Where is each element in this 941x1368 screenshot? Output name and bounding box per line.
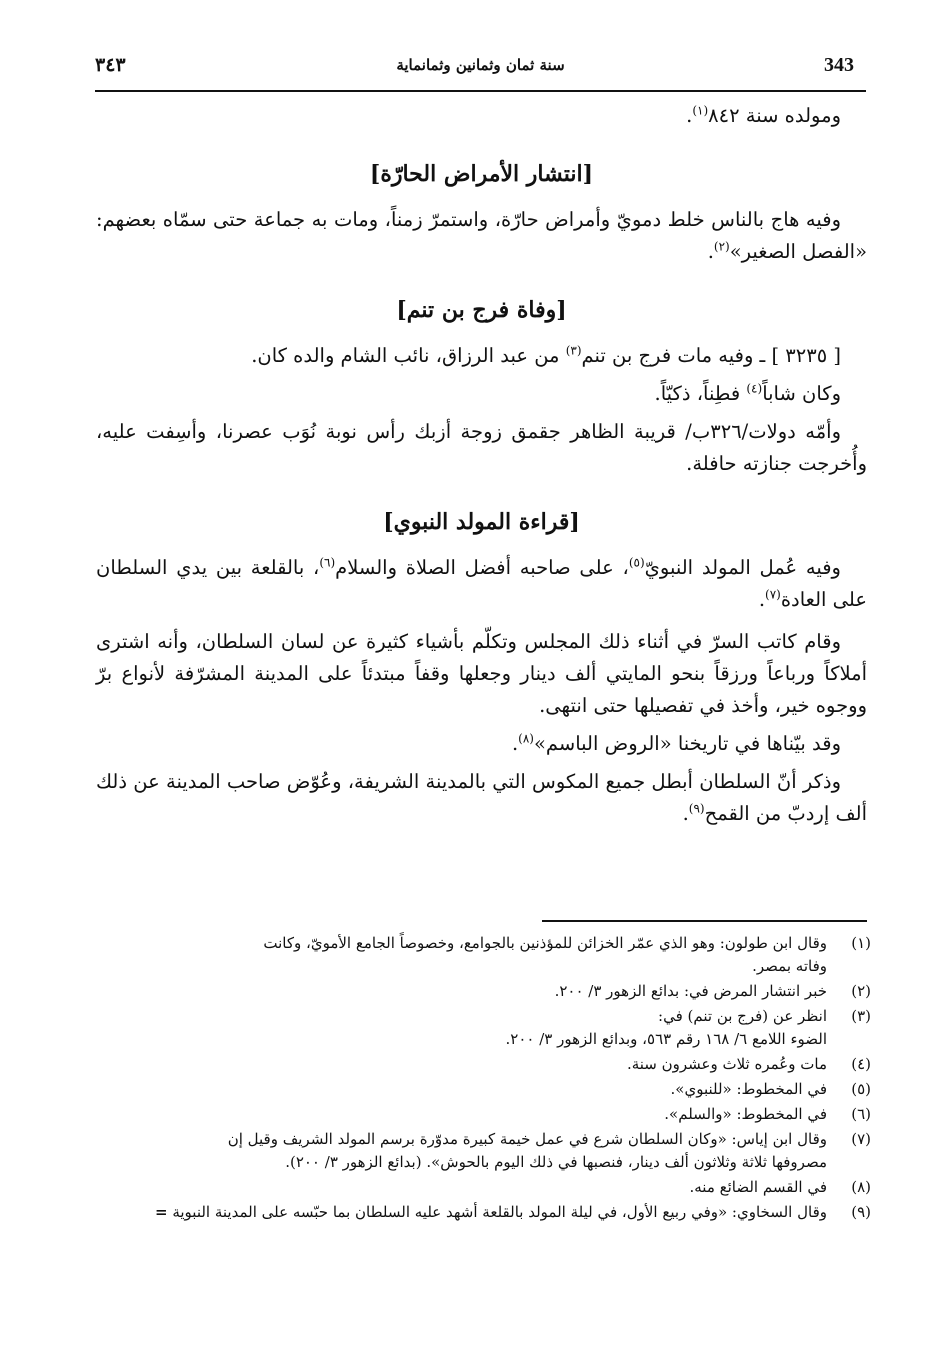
running-header [95,50,866,92]
paragraph-text: وفيه هاج بالناس خلط دمويّ وأمراض حارّة، واستمرّ زمناً، ومات به جماعة حتى سمّاه بعضهم: «الفصل الصغير» [96,208,867,263]
running-title: سنة ثمان وثمانين وثمانماية [396,56,565,74]
footnote-number: (٩) [851,1203,871,1221]
footnote-line: انظر عن (فرج بن تنم) في: [658,1007,827,1025]
footnote-text [96,1103,827,1126]
footnote-ref[interactable]: (٥) [628,555,645,570]
footnote [96,1005,871,1051]
paragraph-text: فطِناً، ذكيّاً. [654,382,747,405]
footnote-line: وقال ابن إياس: «وكان السلطان شرع في عمل خيمة كبيرة مدوّرة برسم المولد الشريف وقيل إن [227,1130,827,1148]
footnote-ref[interactable]: (٤) [746,381,763,396]
footnote-line: الضوء اللامع ٦/ ١٦٨ رقم ٥٦٣، وبدائع الزهور ٣/ ٢٠٠. [505,1030,827,1048]
paragraph-text: [ ٣٢٣٥ ] ـ وفيه مات فرج بن تنم [581,344,841,367]
footnote-ref[interactable]: (٨) [518,731,534,746]
footnote [96,980,871,1003]
footnote-ref[interactable]: (٢) [713,239,730,254]
paragraph-text: وكان شاباً [762,382,841,405]
footnote-text [96,932,827,978]
footnote-number: (٨) [851,1178,871,1196]
footnote-line: في المخطوط: «للنبوي». [670,1080,827,1098]
footnote [96,1176,871,1199]
footnote [96,1128,871,1174]
paragraph-text: ، بالقلعة بين يدي السلطان على العادة [96,556,867,611]
paragraph-text: وقد بيّناها في تاريخنا «الروض الباسم» [533,732,841,755]
footnote-line: خبر انتشار المرض في: بدائع الزهور ٣/ ٢٠٠. [554,982,827,1000]
footnote-ref[interactable]: (٧) [765,587,781,602]
paragraph-text: من عبد الرزاق، نائب الشام والده كان. [251,344,566,367]
footnote-line: مات وعُمره ثلاث وعشرون سنة. [626,1055,827,1073]
footnote-text [96,1078,827,1101]
footnote [96,1103,871,1126]
page-number-arabic: ٣٤٣ [95,54,126,76]
paragraph: وأمّه دولات/٣٢٦ب/ قريبة الظاهر جقمق زوجة أزبك رأس نوبة نُوَب عصرنا، وأسِفت عليه، وأُخرجت جنازته حافلة. [96,420,867,475]
paragraph: وقام كاتب السرّ في أثناء ذلك المجلس وتكلّم بأشياء كثيرة عن لسان السلطان، وأنه اشترى أملاكاً ورباعاً ورزقاً بنحو المايتي ألف دينار وجعلها وقفاً مبتدئاً على المدينة المشرّفة لأنواع برّ ووجوه خير، وأخذ في تفصيلها حتى انتهى. [96,630,867,717]
page-number-latin: 343 [824,54,854,76]
paragraph: وقد بيّناها في تاريخنا «الروض الباسم»$^{(٨)}$. [511,731,841,755]
footnote-ref[interactable]: (٣) [565,343,582,358]
footnote-ref[interactable]: (٦) [319,555,336,570]
footnote [96,932,871,978]
footnote-line-text: وقال السخاوي: «وفي ربيع الأول، في ليلة المولد بالقلعة أشهد عليه السلطان بما حبّسه على المدينة النبوية [172,1203,827,1221]
footnote-text [96,1005,827,1051]
paragraph: وفيه عُمل المولد النبويّ$^{(٥)}$، على صاحبه أفضل الصلاة والسلام$^{(٦)}$، بالقلعة بين يدي السلطان على العادة$^{(٧)}$. [96,555,867,611]
footnote-line: في المخطوط: «والسلم». [664,1105,827,1123]
footnote-ref[interactable]: (١) [692,103,709,118]
opening-line: ومولده سنة ٨٤٢$^{(١)}$. [686,103,841,127]
paragraph: وفيه هاج بالناس خلط دمويّ وأمراض حارّة، واستمرّ زمناً، ومات به جماعة حتى سمّاه بعضهم: «الفصل الصغير»$^{(٢)}$. [96,208,867,263]
footnote-number: (٣) [851,1007,871,1025]
section-heading-mawlid: [قراءة المولد النبوي] [383,509,580,535]
footnote-number: (٢) [851,982,871,1000]
paragraph-text: ، على صاحبه أفضل الصلاة والسلام [335,556,629,579]
main-text [96,100,867,830]
paragraph-text: وفيه عُمل المولد النبويّ [644,556,841,579]
footnote-text [96,980,827,1003]
footnote-number: (٧) [851,1130,871,1148]
footnote [96,1201,871,1224]
opening-line-text: ومولده سنة ٨٤٢ [708,104,841,127]
footnote-line [96,1201,827,1224]
section-heading-hot-diseases: [انتشار الأمراض الحارّة] [369,161,594,187]
footnote-text [96,1176,827,1199]
paragraph-text: وذكر أنّ السلطان أبطل جميع المكوس التي بالمدينة الشريفة، وعُوّض صاحب المدينة عن ذلك ألف إردبّ من القمح [96,770,867,825]
footnote-line: وقال ابن طولون: وهو الذي عمّر الخزائن للمؤذنين بالجوامع، وخصوصاً الجامع الأمويّ، وكانت [263,934,827,952]
footnote-number: (٥) [851,1080,871,1098]
footnote [96,1078,871,1101]
footnote-line: في القسم الضائع منه. [689,1178,827,1196]
footnote-line: وفاته بمصر. [752,957,827,975]
footnote-number: (١) [851,934,871,952]
footnote [96,1053,871,1076]
footnote-text [96,1201,827,1224]
footnote-number: (٦) [851,1105,871,1123]
paragraph: وذكر أنّ السلطان أبطل جميع المكوس التي بالمدينة الشريفة، وعُوّض صاحب المدينة عن ذلك ألف إردبّ من القمح$^{(٩)}$. [96,770,867,825]
footnote-text [96,1128,827,1174]
footnote-line: مصروفها ثلاثة وثلاثون ألف دينار، فنصبها في ذلك اليوم بالحوش». (بدائع الزهور ٣/ ٢٠٠). [285,1153,827,1171]
continuation-mark: = [154,1203,168,1221]
footnote-ref[interactable]: (٩) [688,801,705,816]
footnotes [96,932,871,1226]
paragraph [96,378,867,410]
footnote-number: (٤) [851,1055,871,1073]
section-heading-death-faraj: [وفاة فرج بن تنم] [396,297,567,323]
footnote-separator [542,920,867,922]
paragraph [96,340,867,372]
footnote-text [96,1053,827,1076]
